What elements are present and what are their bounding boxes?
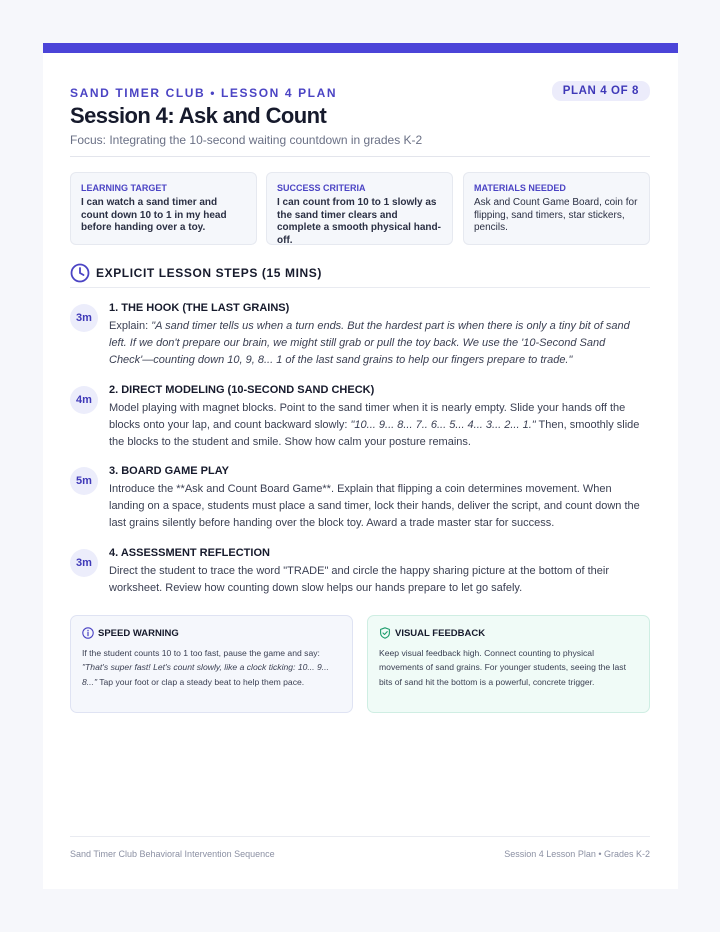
lesson-plan-page	[43, 43, 678, 889]
materials-needed-card	[463, 172, 650, 245]
page-subtitle: Focus: Integrating the 10-second waiting countdown in grades K-2	[70, 133, 423, 147]
speed-warning-panel	[70, 615, 353, 713]
step-body	[109, 400, 649, 452]
step-title: 4. ASSESSMENT REFLECTION	[109, 547, 270, 559]
lesson-steps-title: EXPLICIT LESSON STEPS (15 MINS)	[96, 266, 322, 280]
panel-body-quote: "That's super fast! Let's count slowly, like a clock ticking: 10... 9... 8..."	[82, 662, 329, 687]
panel-body	[82, 646, 341, 689]
steps-divider	[70, 287, 650, 288]
plan-number-badge: PLAN 4 OF 8	[552, 81, 650, 101]
panel-body: Keep visual feedback high. Connect counting to physical movements of sand grains. For younger students, seeing the last bits of sand hit the bottom is a powerful, concrete trigger.	[379, 648, 626, 687]
series-kicker: SAND TIMER CLUB • LESSON 4 PLAN	[70, 86, 338, 100]
step-duration-badge: 4m	[70, 386, 98, 414]
card-body: I can count from 10 to 1 slowly as the sand timer clears and complete a smooth physical hand-off.	[277, 197, 441, 246]
footer-series-name: Sand Timer Club Behavioral Intervention Sequence	[70, 849, 275, 859]
panel-title: VISUAL FEEDBACK	[395, 628, 486, 639]
step-body-quote: "10... 9... 8... 7.. 6... 5... 4... 3... 2... 1."	[350, 419, 536, 432]
footer-divider	[70, 836, 650, 837]
step-body-text: Direct the student to trace the word "TRADE" and circle the happy sharing picture at the bottom of their worksheet. Review how counting down slow helps our hands prepare to let go safely.	[109, 565, 610, 595]
overview-cards	[70, 172, 650, 245]
step-body-text: Model playing with magnet blocks. Point to the sand timer when it is nearly empty. Slide your hands off the blocks onto your lap, and count backward slowly:	[109, 402, 626, 432]
card-title: LEARNING TARGET	[81, 183, 167, 193]
panel-header	[379, 627, 638, 641]
card-body: I can watch a sand timer and count down 10 to 1 in my head before handing over a toy.	[81, 197, 227, 233]
step-body-text: Then, smoothly slide the blocks to the student and smile. Show how calm your posture remains.	[109, 419, 640, 449]
step-body-text: Explain:	[109, 320, 152, 332]
clock-icon	[70, 263, 90, 283]
card-title: MATERIALS NEEDED	[474, 183, 566, 193]
step-duration-badge: 3m	[70, 549, 98, 577]
card-body: Ask and Count Game Board, coin for flipping, sand timers, star stickers, pencils.	[474, 197, 638, 233]
panel-title: SPEED WARNING	[98, 628, 179, 639]
step-title: 1. THE HOOK (THE LAST GRAINS)	[109, 302, 290, 314]
step-body-text: Introduce the **Ask and Count Board Game**. Explain that flipping a coin determines movement. When landing on a space, students must place a sand timer, lock their hands, deliver the script, and count down the last grains silently before handing over the block toy. Award a trade master star for success.	[109, 483, 640, 530]
footer-session-info: Session 4 Lesson Plan • Grades K-2	[504, 849, 650, 859]
header-divider	[70, 156, 650, 157]
step-body	[109, 318, 649, 370]
accent-bar	[43, 43, 678, 53]
page-title: Session 4: Ask and Count	[70, 103, 327, 128]
card-title: SUCCESS CRITERIA	[277, 183, 366, 193]
step-title: 3. BOARD GAME PLAY	[109, 465, 230, 477]
panel-body-text: If the student counts 10 to 1 too fast, pause the game and say:	[82, 648, 320, 658]
learning-target-card	[70, 172, 257, 245]
step-duration-badge: 5m	[70, 467, 98, 495]
info-icon	[82, 627, 94, 639]
shield-check-icon	[379, 627, 391, 639]
step-body	[109, 481, 649, 533]
panel-header	[82, 627, 341, 641]
step-body	[109, 563, 649, 597]
panel-body-text: Tap your foot or clap a steady beat to help them pace.	[97, 676, 305, 687]
step-body-quote: "A sand timer tells us when a turn ends. But the hardest part is when there is only a tiny bit of sand left. If we don't prepare our brain, we might still grab or pull the toy back. We use the '10-Second Sand Check'—counting down 10, 9, 8... 1 of the last sand grains to help our fingers prepare to trade."	[109, 320, 630, 367]
step-title: 2. DIRECT MODELING (10-SECOND SAND CHECK)	[109, 384, 375, 396]
visual-feedback-panel	[367, 615, 650, 713]
success-criteria-card	[266, 172, 453, 245]
step-duration-badge: 3m	[70, 304, 98, 332]
